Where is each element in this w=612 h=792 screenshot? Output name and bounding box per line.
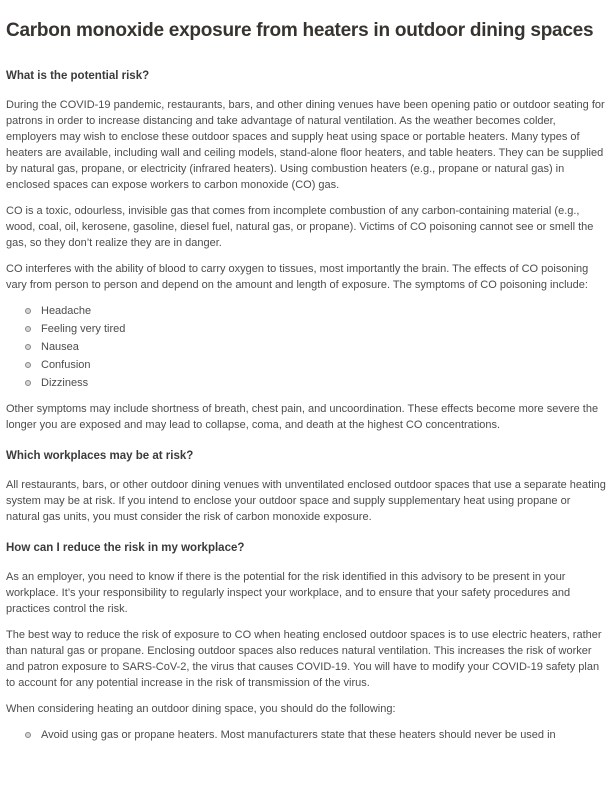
list-item-dizziness [6, 375, 606, 391]
paragraph-other-symptoms: Other symptoms may include shortness of breath, chest pain, and uncoordination. These effects become more severe the longer you are exposed and may lead to collapse, coma, and death at the highest CO concentrations. [6, 403, 599, 431]
paragraph-employer-responsibility: As an employer, you need to know if there is the potential for the risk identified in this advisory to be present in your workplace. It’s your responsibility to regularly inspect your workplace, and to ensure that your safety procedures and practices control the risk. [6, 571, 571, 615]
bullet-icon [25, 326, 31, 332]
paragraph-workplaces-at-risk: All restaurants, bars, or other outdoor dining venues with unventilated enclosed outdoor spaces that use a separate heating system may be at risk. If you intend to enclose your outdoor space and supply supplementary heat using propane or natural gas units, you must consider the risk of carbon monoxide exposure. [6, 479, 606, 523]
paragraph-considerations-intro: When considering heating an outdoor dining space, you should do the following: [6, 703, 396, 715]
bullet-icon [25, 732, 31, 738]
bullet-icon [25, 308, 31, 314]
list-item-nausea [6, 339, 606, 355]
paragraph-best-way-reduce-risk: The best way to reduce the risk of exposure to CO when heating enclosed outdoor spaces is to use electric heaters, rather than natural gas or propane. Enclosing outdoor spaces also reduces natural ventilation. This increases the risk of worker and patron exposure to SARS-CoV-2, the virus that causes COVID-19. You will have to modify your COVID-19 safety plan to account for any potential increase in the risk of transmission of the virus. [6, 629, 602, 689]
list-item-avoid-gas-heaters [6, 727, 606, 743]
list-item-confusion [6, 357, 606, 373]
page-title: Carbon monoxide exposure from heaters in outdoor dining spaces [6, 20, 594, 41]
paragraph-co-description: CO is a toxic, odourless, invisible gas that comes from incomplete combustion of any carbon-containing material (e.g., wood, coal, oil, kerosene, gasoline, diesel fuel, natural gas, or propane). Victims of CO poisoning cannot see or smell the gas, so they don’t realize they are in danger. [6, 205, 594, 249]
symptoms-list [6, 303, 606, 391]
list-item-label: Feeling very tired [41, 323, 126, 335]
section-heading-workplaces-at-risk: Which workplaces may be at risk? [6, 450, 194, 462]
paragraph-co-effects: CO interferes with the ability of blood to carry oxygen to tissues, most importantly the brain. The effects of CO poisoning vary from person to person and depend on the amount and length of exposure. The symptoms of CO poisoning include: [6, 263, 589, 291]
list-item-label: Confusion [41, 359, 91, 371]
paragraph-covid-context: During the COVID-19 pandemic, restaurants, bars, and other dining venues have been opening patio or outdoor seating for patrons in order to increase distancing and take advantage of natural ventilation. As the weather becomes colder, employers may wish to enclose these outdoor spaces and supply heat using space or portable heaters. Many types of heaters are available, including wall and ceiling models, stand-alone floor heaters, and table heaters. They can be supplied by natural gas, propane, or electricity (infrared heaters). Using combustion heaters (e.g., propane or natural gas) in enclosed spaces can expose workers to carbon monoxide (CO) gas. [6, 99, 605, 191]
bullet-icon [25, 344, 31, 350]
bullet-icon [25, 362, 31, 368]
section-heading-potential-risk: What is the potential risk? [6, 70, 150, 82]
list-item-label: Headache [41, 305, 92, 317]
section-heading-reduce-risk: How can I reduce the risk in my workplace? [6, 542, 245, 554]
list-item-label: Nausea [41, 341, 79, 353]
bullet-icon [25, 380, 31, 386]
recommendations-list [6, 727, 606, 743]
list-item-headache [6, 303, 606, 319]
list-item-label: Avoid using gas or propane heaters. Most manufacturers state that these heaters should never be used in [41, 729, 556, 741]
list-item-tired [6, 321, 606, 337]
list-item-label: Dizziness [41, 377, 89, 389]
